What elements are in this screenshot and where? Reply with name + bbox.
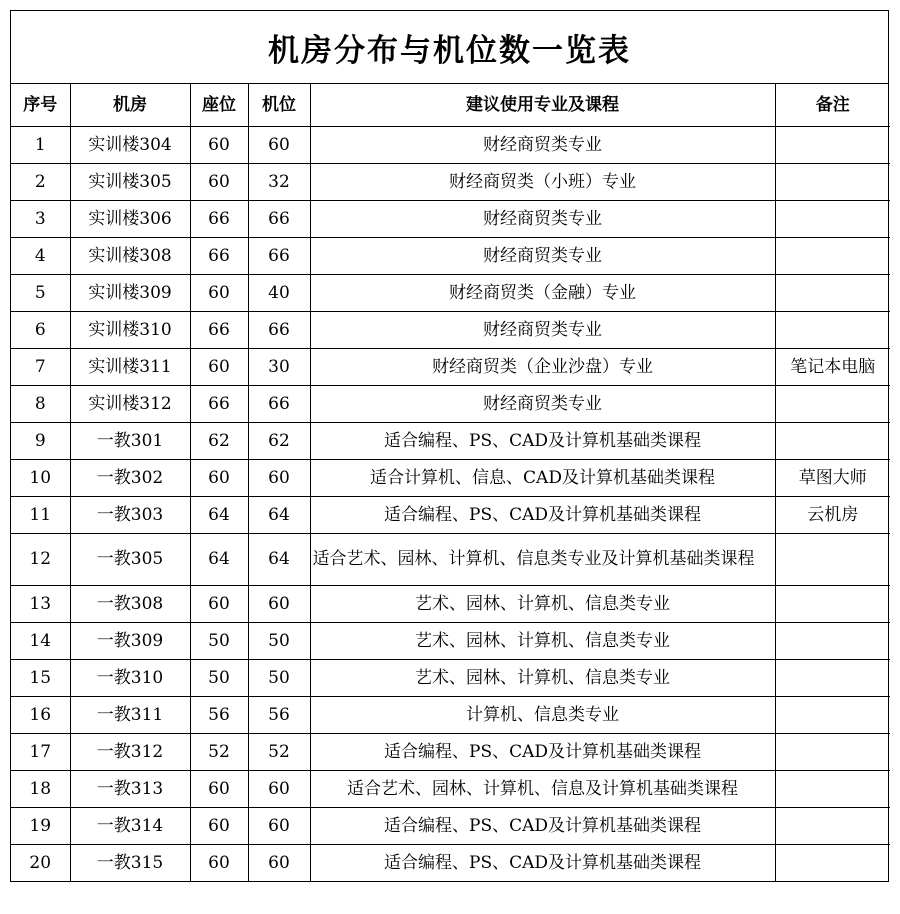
cell-computers: 52 xyxy=(248,733,310,770)
cell-computers: 50 xyxy=(248,659,310,696)
cell-usage: 适合计算机、信息、CAD及计算机基础类课程 xyxy=(310,459,775,496)
cell-room: 一教315 xyxy=(70,844,190,881)
cell-seats: 66 xyxy=(190,200,248,237)
cell-note xyxy=(775,770,890,807)
cell-seats: 60 xyxy=(190,348,248,385)
cell-seats: 60 xyxy=(190,163,248,200)
cell-no: 20 xyxy=(11,844,70,881)
cell-computers: 60 xyxy=(248,585,310,622)
page-title: 机房分布与机位数一览表 xyxy=(11,11,888,84)
cell-usage: 财经商贸类（小班）专业 xyxy=(310,163,775,200)
cell-note xyxy=(775,237,890,274)
header-no: 序号 xyxy=(11,84,70,126)
cell-computers: 60 xyxy=(248,126,310,163)
table-row xyxy=(11,385,890,422)
cell-room: 一教301 xyxy=(70,422,190,459)
cell-computers: 66 xyxy=(248,385,310,422)
cell-no: 5 xyxy=(11,274,70,311)
cell-no: 3 xyxy=(11,200,70,237)
cell-usage: 计算机、信息类专业 xyxy=(310,696,775,733)
header-seats: 座位 xyxy=(190,84,248,126)
table-row xyxy=(11,622,890,659)
cell-computers: 56 xyxy=(248,696,310,733)
cell-room: 实训楼305 xyxy=(70,163,190,200)
cell-seats: 66 xyxy=(190,237,248,274)
cell-no: 13 xyxy=(11,585,70,622)
table-row xyxy=(11,533,890,585)
cell-note: 云机房 xyxy=(775,496,890,533)
cell-room: 实训楼308 xyxy=(70,237,190,274)
cell-usage: 适合编程、PS、CAD及计算机基础类课程 xyxy=(310,807,775,844)
cell-usage: 适合编程、PS、CAD及计算机基础类课程 xyxy=(310,733,775,770)
cell-seats: 60 xyxy=(190,459,248,496)
cell-computers: 64 xyxy=(248,533,310,585)
cell-usage: 财经商贸类专业 xyxy=(310,237,775,274)
cell-no: 14 xyxy=(11,622,70,659)
table-row xyxy=(11,459,890,496)
header-computers: 机位 xyxy=(248,84,310,126)
cell-room: 实训楼304 xyxy=(70,126,190,163)
header-note: 备注 xyxy=(775,84,890,126)
table-row xyxy=(11,733,890,770)
cell-no: 17 xyxy=(11,733,70,770)
cell-usage: 财经商贸类专业 xyxy=(310,200,775,237)
cell-no: 4 xyxy=(11,237,70,274)
cell-room: 一教312 xyxy=(70,733,190,770)
cell-no: 15 xyxy=(11,659,70,696)
cell-usage: 财经商贸类（企业沙盘）专业 xyxy=(310,348,775,385)
cell-computers: 60 xyxy=(248,770,310,807)
table-row xyxy=(11,422,890,459)
table-row xyxy=(11,844,890,881)
cell-no: 10 xyxy=(11,459,70,496)
cell-room: 一教308 xyxy=(70,585,190,622)
cell-room: 一教303 xyxy=(70,496,190,533)
cell-no: 8 xyxy=(11,385,70,422)
cell-computers: 60 xyxy=(248,459,310,496)
cell-usage: 财经商贸类专业 xyxy=(310,311,775,348)
cell-no: 12 xyxy=(11,533,70,585)
table-row xyxy=(11,311,890,348)
cell-note xyxy=(775,385,890,422)
cell-seats: 64 xyxy=(190,533,248,585)
header-room: 机房 xyxy=(70,84,190,126)
header-usage: 建议使用专业及课程 xyxy=(310,84,775,126)
cell-room: 一教314 xyxy=(70,807,190,844)
cell-seats: 62 xyxy=(190,422,248,459)
cell-seats: 60 xyxy=(190,274,248,311)
cell-no: 18 xyxy=(11,770,70,807)
cell-note: 草图大师 xyxy=(775,459,890,496)
cell-room: 一教305 xyxy=(70,533,190,585)
table-row xyxy=(11,807,890,844)
cell-usage: 适合编程、PS、CAD及计算机基础类课程 xyxy=(310,422,775,459)
cell-computers: 64 xyxy=(248,496,310,533)
cell-room: 实训楼312 xyxy=(70,385,190,422)
table-row xyxy=(11,200,890,237)
cell-no: 16 xyxy=(11,696,70,733)
cell-usage: 适合编程、PS、CAD及计算机基础类课程 xyxy=(310,496,775,533)
cell-usage: 艺术、园林、计算机、信息类专业 xyxy=(310,659,775,696)
cell-computers: 66 xyxy=(248,237,310,274)
cell-usage: 适合编程、PS、CAD及计算机基础类课程 xyxy=(310,844,775,881)
cell-note xyxy=(775,274,890,311)
cell-room: 一教302 xyxy=(70,459,190,496)
cell-computers: 62 xyxy=(248,422,310,459)
cell-note xyxy=(775,422,890,459)
cell-computers: 50 xyxy=(248,622,310,659)
cell-seats: 60 xyxy=(190,585,248,622)
cell-note xyxy=(775,311,890,348)
cell-note xyxy=(775,533,890,585)
cell-note xyxy=(775,733,890,770)
cell-no: 19 xyxy=(11,807,70,844)
cell-note xyxy=(775,696,890,733)
cell-usage: 财经商贸类专业 xyxy=(310,126,775,163)
cell-room: 实训楼306 xyxy=(70,200,190,237)
cell-computers: 32 xyxy=(248,163,310,200)
cell-room: 实训楼309 xyxy=(70,274,190,311)
cell-usage: 适合艺术、园林、计算机、信息类专业及计算机基础类课程 xyxy=(310,533,775,585)
cell-room: 一教309 xyxy=(70,622,190,659)
room-table xyxy=(11,84,890,881)
table-row xyxy=(11,126,890,163)
cell-room: 一教313 xyxy=(70,770,190,807)
cell-note xyxy=(775,163,890,200)
table-row xyxy=(11,163,890,200)
header-row xyxy=(11,84,890,126)
cell-note xyxy=(775,807,890,844)
cell-usage: 财经商贸类专业 xyxy=(310,385,775,422)
cell-usage: 财经商贸类（金融）专业 xyxy=(310,274,775,311)
cell-seats: 66 xyxy=(190,311,248,348)
table-row xyxy=(11,770,890,807)
cell-no: 2 xyxy=(11,163,70,200)
cell-seats: 60 xyxy=(190,844,248,881)
cell-seats: 60 xyxy=(190,807,248,844)
cell-room: 一教311 xyxy=(70,696,190,733)
cell-computers: 40 xyxy=(248,274,310,311)
cell-computers: 60 xyxy=(248,844,310,881)
cell-usage: 艺术、园林、计算机、信息类专业 xyxy=(310,585,775,622)
cell-seats: 56 xyxy=(190,696,248,733)
cell-computers: 30 xyxy=(248,348,310,385)
cell-note xyxy=(775,585,890,622)
cell-room: 一教310 xyxy=(70,659,190,696)
cell-no: 6 xyxy=(11,311,70,348)
cell-room: 实训楼310 xyxy=(70,311,190,348)
cell-note xyxy=(775,659,890,696)
cell-seats: 52 xyxy=(190,733,248,770)
cell-seats: 50 xyxy=(190,622,248,659)
cell-usage: 适合艺术、园林、计算机、信息及计算机基础类课程 xyxy=(310,770,775,807)
cell-note xyxy=(775,844,890,881)
cell-no: 7 xyxy=(11,348,70,385)
table-row xyxy=(11,348,890,385)
cell-no: 1 xyxy=(11,126,70,163)
cell-seats: 60 xyxy=(190,126,248,163)
table-row xyxy=(11,585,890,622)
cell-no: 11 xyxy=(11,496,70,533)
table-row xyxy=(11,496,890,533)
table-row xyxy=(11,237,890,274)
cell-note xyxy=(775,200,890,237)
cell-seats: 66 xyxy=(190,385,248,422)
cell-seats: 50 xyxy=(190,659,248,696)
table-row xyxy=(11,696,890,733)
cell-computers: 66 xyxy=(248,311,310,348)
table-row xyxy=(11,274,890,311)
cell-note xyxy=(775,622,890,659)
cell-usage: 艺术、园林、计算机、信息类专业 xyxy=(310,622,775,659)
cell-room: 实训楼311 xyxy=(70,348,190,385)
cell-note: 笔记本电脑 xyxy=(775,348,890,385)
cell-no: 9 xyxy=(11,422,70,459)
cell-seats: 64 xyxy=(190,496,248,533)
cell-computers: 60 xyxy=(248,807,310,844)
spreadsheet-table xyxy=(10,10,889,882)
cell-seats: 60 xyxy=(190,770,248,807)
cell-computers: 66 xyxy=(248,200,310,237)
table-row xyxy=(11,659,890,696)
cell-note xyxy=(775,126,890,163)
